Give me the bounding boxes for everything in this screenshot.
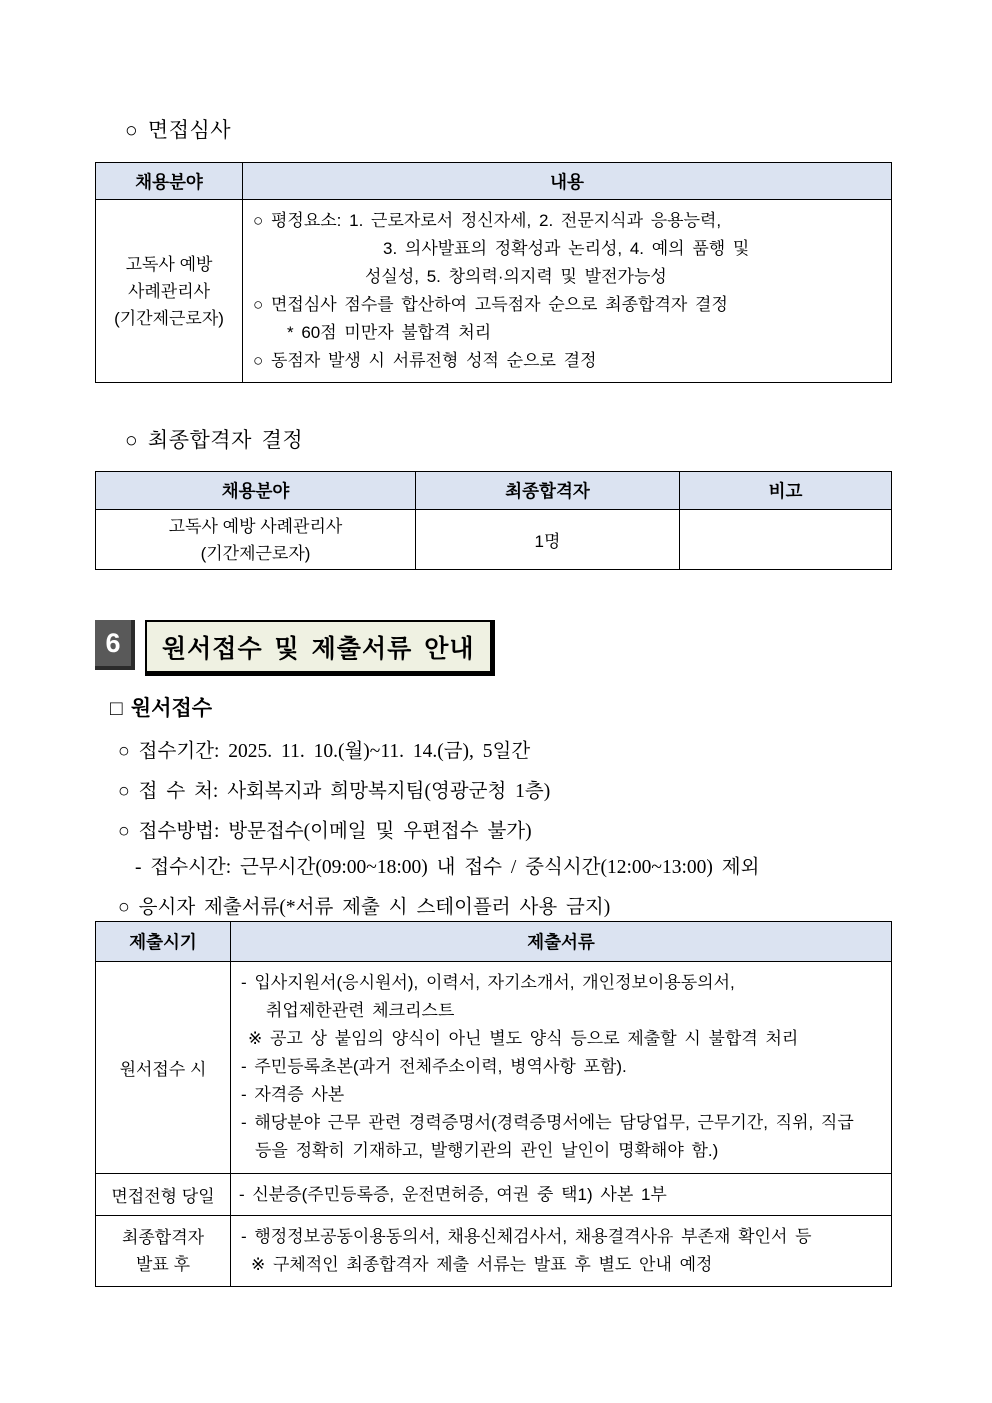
column-header-note: 비고 bbox=[680, 472, 892, 510]
text-line: - 신분증(주민등록증, 운전면허증, 여권 중 택1) 사본 1부 bbox=[239, 1184, 667, 1204]
list-item: ○ 접 수 처: 사회복지과 희망복지팀(영광군청 1층) bbox=[118, 781, 551, 802]
text-line: ○ 평정요소: 1. 근로자로서 정신자세, 2. 전문지식과 응용능력, bbox=[253, 211, 722, 230]
job-field-line: 고독사 예방 사례관리사 bbox=[168, 516, 343, 536]
column-header-final-count: 최종합격자 bbox=[416, 472, 680, 510]
list-item: ○ 접수방법: 방문접수(이메일 및 우편접수 불가) bbox=[118, 821, 532, 842]
text-line: 성실성, 5. 창의력·의지력 및 발전가능성 bbox=[365, 267, 667, 286]
period-line: 발표 후 bbox=[136, 1255, 190, 1274]
table-row bbox=[96, 1216, 892, 1287]
list-subitem: - 접수시간: 근무시간(09:00~18:00) 내 접수 / 중식시간(12:00~13:00) 제외 bbox=[135, 857, 760, 878]
period-line: 최종합격자 bbox=[121, 1228, 205, 1247]
job-field-line: 사례관리사 bbox=[127, 281, 211, 301]
column-header-job-field: 채용분야 bbox=[96, 472, 416, 510]
column-header-documents: 제출서류 bbox=[231, 922, 892, 962]
application-section bbox=[95, 692, 975, 918]
job-field-line: 고독사 예방 bbox=[125, 254, 213, 274]
interview-section-heading: ○ 면접심사 bbox=[125, 118, 232, 142]
interview-criteria-table bbox=[95, 162, 892, 383]
list-item: ○ 접수기간: 2025. 11. 10.(월)~11. 14.(금), 5일간 bbox=[118, 741, 531, 762]
job-field-line: (기간제근로자) bbox=[114, 308, 224, 328]
note-cell bbox=[680, 510, 892, 570]
text-line: 취업제한관련 체크리스트 bbox=[266, 1001, 455, 1020]
text-line: 등을 정확히 기재하고, 발행기관의 관인 날인이 명확해야 함.) bbox=[255, 1141, 719, 1160]
period-cell: 면접전형 당일 bbox=[96, 1174, 231, 1216]
text-line: - 행정정보공동이용동의서, 채용신체검사서, 채용결격사유 부존재 확인서 등 bbox=[241, 1227, 812, 1246]
list-item: ○ 응시자 제출서류(*서류 제출 시 스테이플러 사용 금지) bbox=[118, 897, 611, 918]
column-header-job-field: 채용분야 bbox=[96, 163, 243, 200]
text-line: * 60점 미만자 불합격 처리 bbox=[287, 323, 492, 342]
documents-cell bbox=[231, 1216, 892, 1287]
column-header-period: 제출시기 bbox=[96, 922, 231, 962]
final-decision-heading: ○ 최종합격자 결정 bbox=[125, 428, 304, 452]
text-line: - 입사지원서(응시원서), 이력서, 자기소개서, 개인정보이용동의서, bbox=[241, 973, 735, 992]
text-line: ○ 면접심사 점수를 합산하여 고득점자 순으로 최종합격자 결정 bbox=[253, 295, 728, 314]
final-decision-table bbox=[95, 471, 892, 570]
table-row bbox=[96, 962, 892, 1174]
period-cell bbox=[96, 1216, 231, 1287]
job-field-line: (기간제근로자) bbox=[200, 543, 311, 563]
job-field-cell bbox=[96, 200, 243, 383]
table-row bbox=[96, 1174, 892, 1216]
interview-content-cell bbox=[243, 200, 892, 383]
job-field-cell bbox=[96, 510, 416, 570]
text-line: 3. 의사발표의 정확성과 논리성, 4. 예의 품행 및 bbox=[383, 239, 750, 258]
text-line: - 해당분야 근무 관련 경력증명서(경력증명서에는 담당업무, 근무기간, 직위, 직급 bbox=[241, 1113, 854, 1132]
final-count-cell: 1명 bbox=[416, 510, 680, 570]
text-line: ○ 동점자 발생 시 서류전형 성적 순으로 결정 bbox=[253, 351, 597, 370]
section-title: 원서접수 및 제출서류 안내 bbox=[145, 620, 495, 676]
period-cell: 원서접수 시 bbox=[96, 962, 231, 1174]
column-header-content: 내용 bbox=[243, 163, 892, 200]
text-line: - 자격증 사본 bbox=[241, 1085, 345, 1104]
documents-cell bbox=[231, 1174, 892, 1216]
apply-heading: □ 원서접수 bbox=[110, 696, 213, 720]
text-line: ※ 공고 상 붙임의 양식이 아닌 별도 양식 등으로 제출할 시 불합격 처리 bbox=[248, 1029, 799, 1048]
documents-cell bbox=[231, 962, 892, 1174]
text-line: ※ 구체적인 최종합격자 제출 서류는 발표 후 별도 안내 예정 bbox=[251, 1255, 713, 1274]
text-line: - 주민등록초본(과거 전체주소이력, 병역사항 포함). bbox=[241, 1057, 627, 1076]
section-number-badge: 6 bbox=[95, 620, 135, 670]
documents-table bbox=[95, 921, 892, 1287]
section-6-banner bbox=[95, 620, 495, 676]
